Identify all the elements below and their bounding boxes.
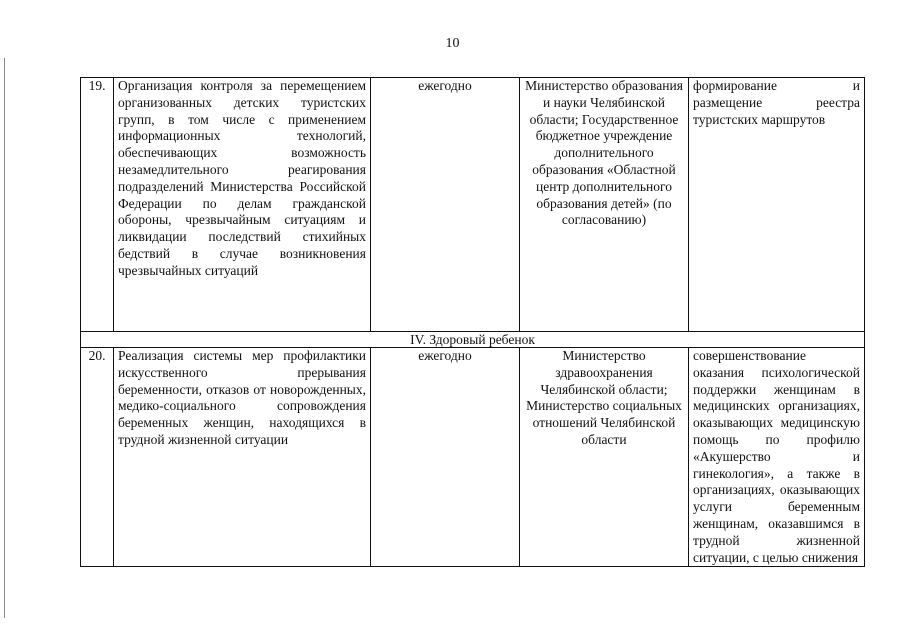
executors-cell [520,348,689,567]
row-number-text: 20. [88,348,106,363]
activity-cell [114,348,371,567]
activities-table [80,77,865,567]
period-cell [371,348,520,567]
table-row [81,348,865,567]
row-number [81,348,114,567]
result-text: совершенствование оказания психологической поддержки женщинам в медицинских организациях, оказывающих медицинскую помощь по профилю «Акушерство и гинекология», а также в организациях, оказывающих услуги беременным женщинам, оказавшимся в трудной жизненной ситуации, с целью снижения [693,348,860,565]
executors-cell: Министерство образования и науки Челябинской области; Государственное бюджетное учреждение дополнительного образования «Областной центр дополнительного образования детей» (по согласованию) [520,78,689,332]
scan-edge-line [4,58,5,618]
section-title: IV. Здоровый ребенок [81,332,865,348]
table-row [81,78,865,332]
section-row [81,332,865,348]
activity-cell: Организация контроля за перемещением организованных детских туристских групп, в том числе с применением информационных технологий, обеспечивающих возможность незамедлительного реагирования подразделений Министерства Российской Федерации по делам гражданской обороны, чрезвычайным ситуациям и ликвидации последствий стихийных бедствий в случае возникновения чрезвычайных ситуаций [114,78,371,332]
period-cell: ежегодно [371,78,520,332]
result-cell [689,348,865,567]
page-number: 10 [445,36,460,51]
period-text: ежегодно [418,348,472,363]
row-number: 19. [81,78,114,332]
executors-text: Министерство здравоохранения Челябинской области; Министерство социальных отношений Челябинской области [526,348,682,447]
result-cell: формирование и размещение реестра туристских маршрутов [689,78,865,332]
activity-text: Реализация системы мер профилактики искусственного прерывания беременности, отказов от новорожденных, медико-социального сопровождения беременных женщин, находящихся в трудной жизненной ситуации [118,348,366,447]
